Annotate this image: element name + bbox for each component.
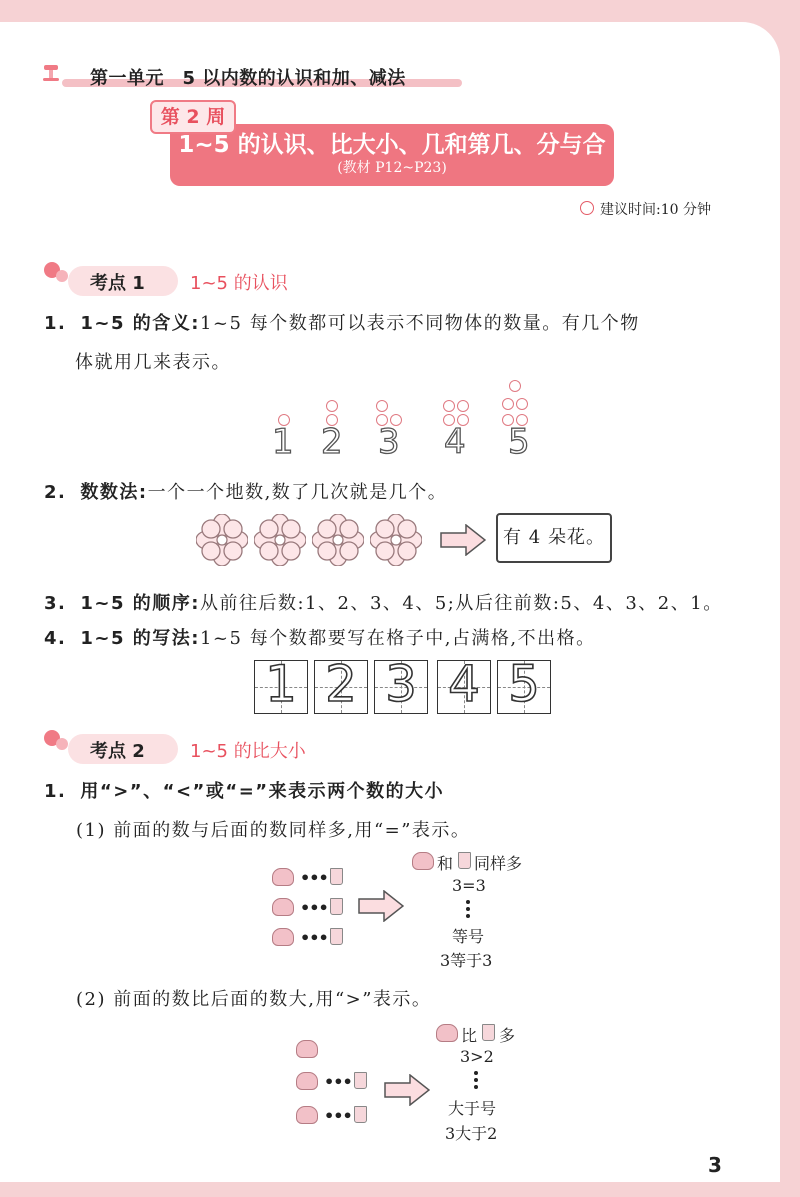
raccoon-icon: [296, 1072, 318, 1090]
grid-cell: [254, 655, 308, 714]
expression-equal: 3=3: [452, 876, 486, 895]
item-number: 2.: [44, 482, 67, 503]
page-number: 3: [708, 1153, 722, 1177]
section-label: 考点 1: [90, 273, 145, 294]
section-topic: 1~5 的认识: [190, 273, 288, 294]
week-title: 1~5 的认识、比大小、几和第几、分与合: [178, 132, 606, 158]
raccoon-icon: [296, 1040, 318, 1058]
case-greater-text: (2) 前面的数比后面的数大,用“>”表示。: [76, 989, 432, 1010]
item-number: 1.: [44, 781, 67, 802]
week-subtitle: (教材 P12~P23): [337, 160, 447, 176]
item-number: 3.: [44, 593, 67, 614]
lamp-icon: [40, 62, 62, 84]
grid-cell: [437, 655, 491, 714]
dot: [509, 380, 521, 392]
section-label: 考点 2: [90, 741, 145, 762]
flower-icon: [312, 514, 364, 566]
item-term: 1~5 的顺序:: [80, 593, 200, 614]
clock-icon: [580, 201, 594, 215]
flower-icon: [196, 514, 248, 566]
knowledge-item: [44, 777, 444, 803]
drink-cup-icon: [482, 1024, 495, 1041]
suggested-time: 建议时间:10 分钟: [600, 202, 711, 218]
drink-cup-icon: [330, 928, 343, 945]
week-tag: 第 2 周: [150, 100, 236, 134]
grid-digit: 3: [385, 655, 417, 713]
knowledge-item: [44, 478, 447, 504]
grid-digit: 1: [265, 655, 297, 713]
item-term: 数数法:: [80, 482, 148, 503]
grid-cell: [497, 655, 551, 714]
knowledge-item: [44, 624, 596, 650]
grid-digit: 2: [325, 655, 357, 713]
item-term: 用“>”、“<”或“=”来表示两个数的大小: [80, 781, 445, 802]
dot: [443, 400, 455, 412]
item-term: 1~5 的含义:: [80, 313, 200, 334]
reading-equal: 3等于3: [440, 951, 493, 970]
grid-digit: 5: [508, 655, 540, 713]
drink-cup-icon: [354, 1072, 367, 1089]
section-topic: 1~5 的比大小: [190, 741, 306, 762]
dot: [326, 400, 338, 412]
dots: •••: [324, 1072, 352, 1091]
dots: •••: [324, 1106, 352, 1125]
outlined-digit: 2: [321, 422, 343, 462]
item-number: 4.: [44, 628, 67, 649]
drink-cup-icon: [330, 868, 343, 885]
outlined-digit: 3: [378, 422, 400, 462]
dot: [457, 400, 469, 412]
sign-name-equal: 等号: [452, 927, 485, 946]
knowledge-item: [44, 589, 723, 615]
item-text: 1~5 每个数都要写在格子中,占满格,不出格。: [199, 628, 596, 649]
item-text: 从前往后数:1、2、3、4、5;从后往前数:5、4、3、2、1。: [199, 593, 723, 614]
raccoon-icon: [272, 868, 294, 886]
label-than: 比: [461, 1026, 478, 1045]
right-arrow-icon: [358, 890, 404, 922]
balloon-icon: [56, 270, 68, 282]
dot: [502, 398, 514, 410]
grid-digit: 4: [448, 655, 480, 713]
outlined-digit: 1: [272, 422, 294, 462]
dots: •••: [300, 928, 328, 947]
grid-cell: [314, 655, 368, 714]
drink-cup-icon: [330, 898, 343, 915]
item-term: 1~5 的写法:: [80, 628, 200, 649]
drink-cup-icon: [354, 1106, 367, 1123]
outlined-digit: 4: [444, 422, 466, 462]
outlined-digit: 5: [508, 422, 530, 462]
right-arrow-icon: [384, 1074, 430, 1106]
vertical-dots: [474, 1071, 478, 1092]
case-equal-text: (1) 前面的数与后面的数同样多,用“=”表示。: [76, 820, 471, 841]
label-same: 同样多: [474, 854, 523, 873]
reading-greater: 3大于2: [445, 1124, 498, 1143]
label-more: 多: [499, 1026, 516, 1045]
item-number: 1.: [44, 313, 67, 334]
balloon-icon: [56, 738, 68, 750]
raccoon-icon: [436, 1024, 458, 1042]
raccoon-icon: [296, 1106, 318, 1124]
vertical-dots: [466, 900, 470, 921]
grid-cell: [374, 655, 428, 714]
dots: •••: [300, 868, 328, 887]
label-and: 和: [437, 854, 454, 873]
dot: [516, 398, 528, 410]
unit-title: 第一单元 5 以内数的认识和加、减法: [90, 68, 406, 89]
dot: [376, 400, 388, 412]
raccoon-icon: [272, 928, 294, 946]
flower-icon: [254, 514, 306, 566]
raccoon-icon: [272, 898, 294, 916]
flower-icon: [370, 514, 422, 566]
expression-greater: 3>2: [460, 1047, 494, 1066]
item-text: 1~5 每个数都可以表示不同物体的数量。有几个物: [199, 313, 640, 334]
dots: •••: [300, 898, 328, 917]
item-text: 一个一个地数,数了几次就是几个。: [147, 482, 448, 503]
raccoon-icon: [412, 852, 434, 870]
right-arrow-icon: [440, 524, 486, 556]
drink-cup-icon: [458, 852, 471, 869]
item-text-continued: 体就用几来表示。: [75, 352, 231, 373]
sign-name-greater: 大于号: [448, 1099, 497, 1118]
flower-answer-box: 有 4 朵花。: [496, 513, 612, 563]
knowledge-item: [44, 309, 640, 335]
